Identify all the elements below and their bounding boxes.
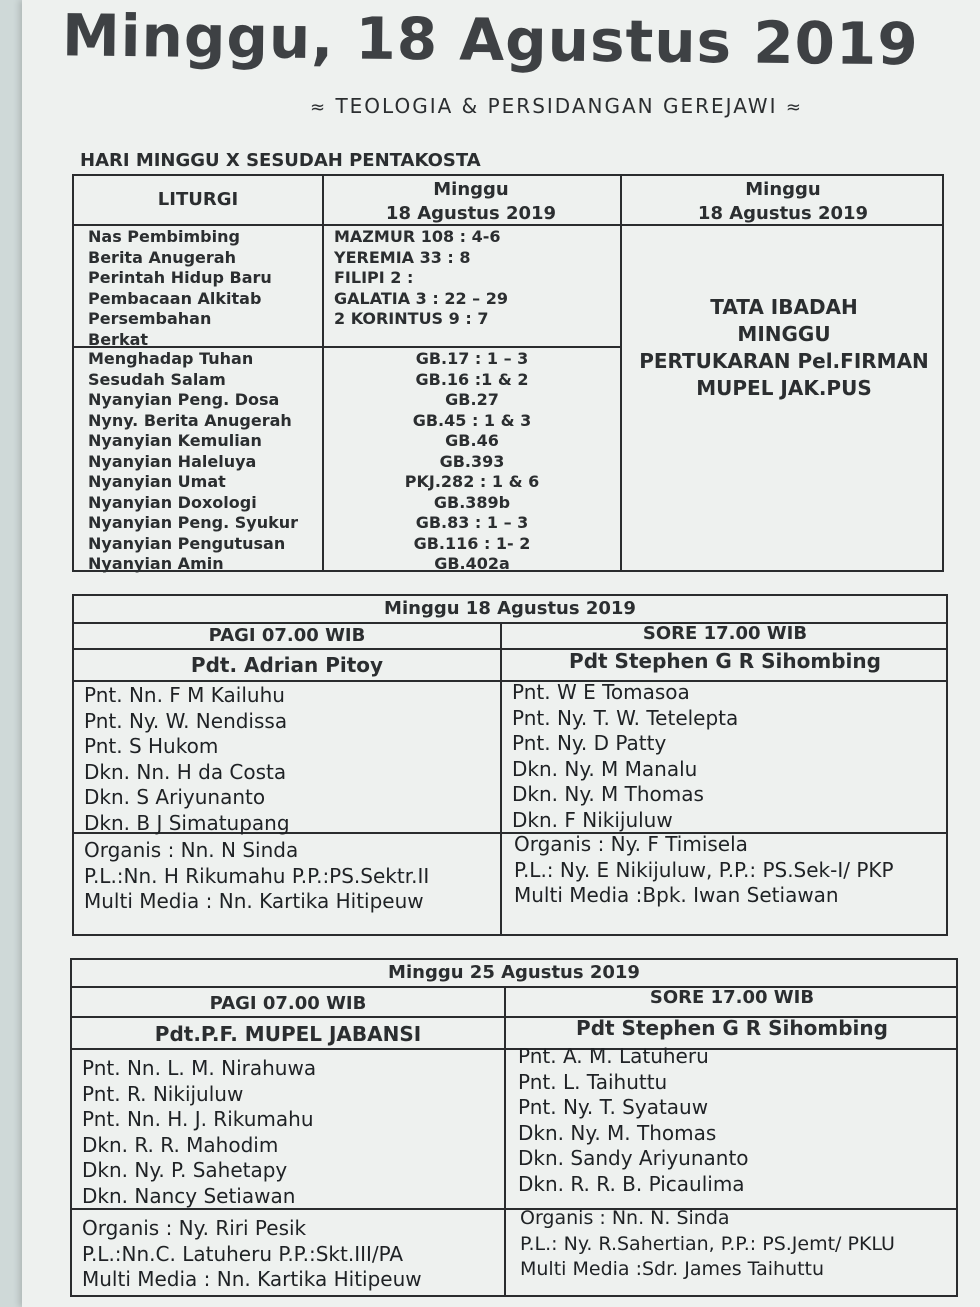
name-item: Dkn. Nn. H da Costa bbox=[84, 759, 287, 784]
multi-media: Multi Media : Nn. Kartika Hitipeuw bbox=[82, 1267, 422, 1291]
name-item: Dkn. Ny. M Manalu bbox=[512, 756, 698, 781]
page-edge bbox=[0, 0, 22, 1307]
schedule-title: Minggu 25 Agustus 2019 bbox=[388, 962, 640, 983]
tata-line: MINGGU bbox=[737, 322, 831, 346]
divider bbox=[620, 176, 622, 570]
song-value: GB.17 : 1 – 3 bbox=[415, 349, 529, 368]
song-value: GB.389b bbox=[433, 492, 511, 512]
song-label: Nyanyian Peng. Dosa bbox=[88, 390, 280, 409]
section-subtitle bbox=[310, 94, 803, 118]
subtitle-text: TEOLOGIA & PERSIDANGAN GEREJAWI bbox=[335, 94, 778, 118]
name-item: Pnt. A. M. Latuheru bbox=[518, 1044, 709, 1068]
song-value: GB.393 bbox=[439, 451, 505, 471]
song-label: Nyanyian Doxologi bbox=[88, 492, 257, 512]
evening-time: SORE 17.00 WIB bbox=[642, 623, 808, 644]
organist: Organis : Nn. N Sinda bbox=[84, 838, 299, 862]
reading-label: Persembahan bbox=[88, 309, 212, 328]
multi-media: Multi Media :Sdr. James Taihuttu bbox=[520, 1258, 825, 1280]
reading-value: GALATIA 3 : 22 – 29 bbox=[334, 288, 509, 308]
name-item: Dkn. R. R. B. Picaulima bbox=[518, 1171, 745, 1196]
page-title: Minggu, 18 Agustus 2019 bbox=[61, 1, 920, 79]
name-item: Dkn. Sandy Ariyunanto bbox=[518, 1146, 749, 1170]
name-item: Pnt. Ny. T. W. Tetelepta bbox=[512, 705, 739, 730]
evening-names bbox=[512, 680, 738, 833]
evening-names bbox=[518, 1044, 749, 1197]
organist: Organis : Nn. N. Sinda bbox=[520, 1207, 730, 1229]
song-value: GB.16 :1 & 2 bbox=[415, 369, 529, 389]
song-label: Menghadap Tuhan bbox=[88, 349, 254, 368]
name-item: Dkn. B J Simatupang bbox=[84, 810, 290, 835]
reading-label: Pembacaan Alkitab bbox=[88, 288, 262, 308]
schedule-table-25-agustus bbox=[70, 958, 958, 1297]
song-label: Nyanyian Umat bbox=[88, 472, 226, 491]
songs-labels bbox=[88, 349, 298, 575]
song-value: PKJ.282 : 1 & 6 bbox=[404, 472, 540, 491]
name-item: Dkn. Nancy Setiawan bbox=[82, 1183, 296, 1208]
morning-preacher: Pdt.P.F. MUPEL JABANSI bbox=[154, 1022, 422, 1046]
song-label: Nyanyian Haleluya bbox=[88, 451, 257, 471]
reading-value: MAZMUR 108 : 4-6 bbox=[334, 227, 501, 246]
liturgi-header: LITURGI bbox=[157, 189, 239, 210]
songs-values bbox=[324, 349, 620, 575]
date-header-2-line2: 18 Agustus 2019 bbox=[697, 203, 869, 224]
evening-preacher: Pdt Stephen G R Sihombing bbox=[569, 649, 881, 673]
name-item: Dkn. S Ariyunanto bbox=[84, 785, 266, 809]
song-value: GB.402a bbox=[434, 554, 510, 573]
name-item: Dkn. Ny. M Thomas bbox=[512, 782, 704, 806]
pl-pp: P.L.: Ny. E Nikijuluw, P.P.: PS.Sek-I/ PKP bbox=[514, 857, 894, 882]
reading-label: Berita Anugerah bbox=[88, 247, 236, 267]
song-label: Nyanyian Amin bbox=[88, 554, 224, 573]
schedule-table-18-agustus bbox=[72, 594, 948, 936]
schedule-title: Minggu 18 Agustus 2019 bbox=[384, 598, 636, 619]
name-item: Dkn. Ny. P. Sahetapy bbox=[82, 1158, 288, 1182]
multi-media: Multi Media : Nn. Kartika Hitipeuw bbox=[84, 889, 424, 913]
evening-preacher: Pdt Stephen G R Sihombing bbox=[576, 1016, 888, 1040]
divider bbox=[72, 1048, 956, 1050]
tata-line: MUPEL JAK.PUS bbox=[696, 376, 872, 400]
name-item: Pnt. L. Taihuttu bbox=[518, 1069, 668, 1094]
multi-media: Multi Media :Bpk. Iwan Setiawan bbox=[514, 883, 839, 907]
bulletin-page bbox=[22, 0, 980, 1307]
morning-extra bbox=[84, 838, 429, 915]
morning-extra bbox=[82, 1216, 422, 1293]
evening-extra bbox=[514, 832, 894, 909]
song-label: Sesudah Salam bbox=[88, 369, 226, 389]
divider bbox=[74, 680, 946, 682]
reading-label: Perintah Hidup Baru bbox=[88, 268, 272, 287]
song-label: Nyanyian Kemulian bbox=[88, 431, 262, 450]
wave-right-icon: ≈ bbox=[785, 97, 803, 118]
song-value: GB.45 : 1 & 3 bbox=[412, 410, 532, 430]
evening-time: SORE 17.00 WIB bbox=[649, 987, 815, 1008]
liturgi-table bbox=[72, 174, 944, 572]
date-header-1-line1: Minggu bbox=[433, 179, 509, 200]
organist: Organis : Ny. Riri Pesik bbox=[82, 1216, 307, 1240]
tata-line: PERTUKARAN Pel.FIRMAN bbox=[639, 349, 929, 373]
name-item: Pnt. Ny. W. Nendissa bbox=[84, 708, 288, 733]
name-item: Pnt. Nn. L. M. Nirahuwa bbox=[82, 1056, 317, 1080]
song-label: Nyanyian Pengutusan bbox=[88, 533, 286, 553]
date-header-1 bbox=[322, 178, 620, 226]
organist: Organis : Ny. F Timisela bbox=[514, 832, 748, 856]
pl-pp: P.L.:Nn. H Rikumahu P.P.:PS.Sektr.II bbox=[84, 863, 430, 888]
date-header-1-line2: 18 Agustus 2019 bbox=[385, 203, 557, 224]
song-value: GB.116 : 1- 2 bbox=[413, 533, 531, 553]
song-value: GB.83 : 1 – 3 bbox=[415, 513, 529, 532]
name-item: Dkn. Ny. M. Thomas bbox=[518, 1120, 717, 1145]
pl-pp: P.L.: Ny. R.Sahertian, P.P.: PS.Jemt/ PKLU bbox=[520, 1232, 895, 1255]
morning-names bbox=[84, 683, 290, 836]
song-value: GB.46 bbox=[445, 431, 499, 450]
reading-label: Nas Pembimbing bbox=[88, 227, 240, 246]
tata-ibadah-block bbox=[626, 294, 942, 402]
song-value: GB.27 bbox=[445, 390, 499, 409]
name-item: Pnt. R. Nikijuluw bbox=[82, 1081, 244, 1106]
reading-label: Berkat bbox=[88, 329, 149, 349]
readings-labels bbox=[88, 227, 272, 350]
name-item: Pnt. S Hukom bbox=[84, 734, 219, 758]
name-item: Pnt. Ny. T. Syatauw bbox=[518, 1095, 709, 1119]
reading-value: 2 KORINTUS 9 : 7 bbox=[334, 309, 489, 328]
morning-time: PAGI 07.00 WIB bbox=[208, 625, 366, 646]
name-item: Dkn. R. R. Mahodim bbox=[82, 1132, 279, 1157]
name-item: Pnt. Nn. F M Kailuhu bbox=[84, 683, 285, 707]
name-item: Pnt. Nn. H. J. Rikumahu bbox=[82, 1107, 314, 1131]
hari-minggu-heading: HARI MINGGU X SESUDAH PENTAKOSTA bbox=[80, 150, 481, 171]
readings-values bbox=[334, 227, 508, 330]
evening-extra bbox=[520, 1206, 895, 1283]
reading-value: YEREMIA 33 : 8 bbox=[334, 247, 471, 267]
song-label: Nyny. Berita Anugerah bbox=[88, 410, 292, 430]
morning-time: PAGI 07.00 WIB bbox=[209, 993, 367, 1014]
wave-left-icon: ≈ bbox=[310, 97, 328, 118]
morning-preacher: Pdt. Adrian Pitoy bbox=[190, 653, 384, 677]
name-item: Pnt. W E Tomasoa bbox=[512, 680, 690, 704]
morning-names bbox=[82, 1056, 316, 1209]
pl-pp: P.L.:Nn.C. Latuheru P.P.:Skt.III/PA bbox=[82, 1241, 404, 1266]
song-label: Nyanyian Peng. Syukur bbox=[88, 513, 299, 532]
name-item: Dkn. F Nikijuluw bbox=[512, 807, 673, 832]
tata-line: TATA IBADAH bbox=[710, 295, 858, 319]
reading-value: FILIPI 2 : bbox=[334, 268, 414, 287]
date-header-2-line1: Minggu bbox=[745, 179, 821, 200]
name-item: Pnt. Ny. D Patty bbox=[512, 731, 667, 755]
date-header-2 bbox=[622, 178, 944, 226]
